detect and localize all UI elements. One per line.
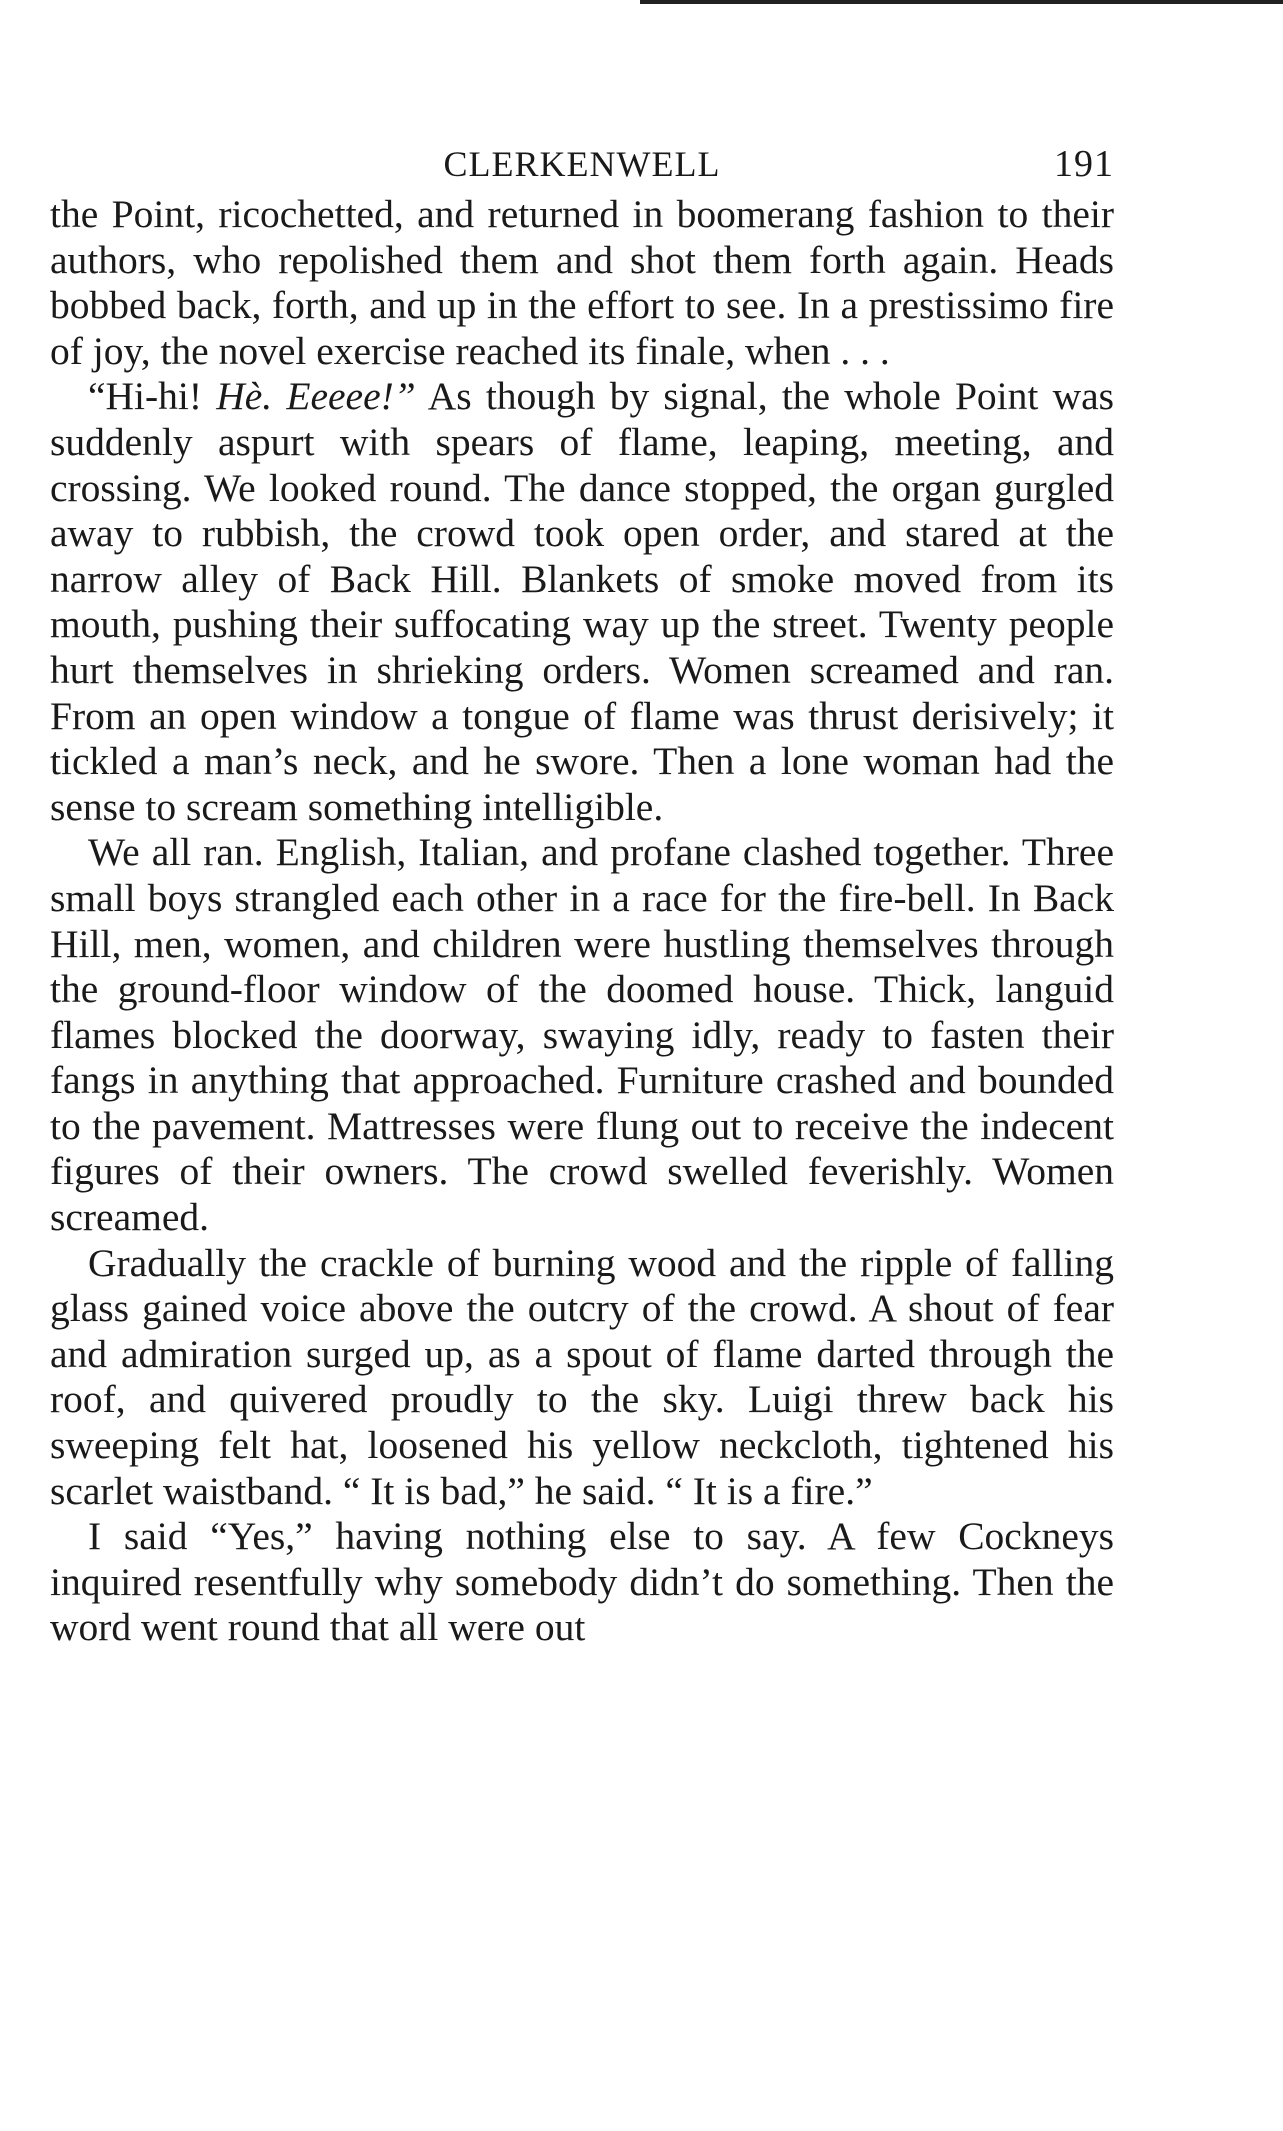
book-page <box>50 138 1114 1651</box>
scan-edge-rule <box>640 0 1283 4</box>
paragraph-2-rest: As though by signal, the whole Point was suddenly aspurt with spears of flame, leaping, meeting, and crossing. We looked round. The dance stopped, the organ gurgled away to rubbish, the crowd took open order, and stared at the narrow alley of Back Hill. Blankets of smoke moved from its mouth, pushing their suffocating way up the street. Twenty people hurt themselves in shrieking orders. Women screamed and ran. From an open window a tongue of flame was thrust derisively; it tickled a man’s neck, and he swore. Then a lone woman had the sense to scream something intelligible. <box>50 374 1114 829</box>
paragraph-3-text: We all ran. English, Italian, and profane clashed together. Three small boys strangled each other in a race for the fire-bell. In Back Hill, men, women, and children were hustling themselves through the ground-floor window of the doomed house. Thick, languid flames blocked the doorway, swaying idly, ready to fasten their fangs in anything that approached. Furniture crashed and bounded to the pavement. Mattresses were flung out to receive the indecent figures of their owners. The crowd swelled feverishly. Women screamed. <box>50 830 1114 1240</box>
running-title: CLERKENWELL <box>443 144 721 184</box>
running-head <box>50 138 1114 190</box>
paragraph-3 <box>50 830 1114 1240</box>
paragraph-1-text: the Point, ricochetted, and returned in boomerang fashion to their authors, who repolished them and shot them forth again. Heads bobbed back, forth, and up in the effort to see. In a prestissimo fire of joy, the novel exercise reached its finale, when . . . <box>50 192 1114 373</box>
paragraph-4 <box>50 1241 1114 1515</box>
paragraph-5-text: I said “Yes,” having nothing else to say. A few Cockneys inquired resentfully why somebody didn’t do something. Then the word went round that all were out <box>50 1514 1114 1650</box>
paragraph-5 <box>50 1514 1114 1651</box>
body-text <box>50 192 1114 1651</box>
page-number: 191 <box>1054 143 1114 185</box>
paragraph-1 <box>50 192 1114 374</box>
paragraph-4-text: Gradually the crackle of burning wood and the ripple of falling glass gained voice above the outcry of the crowd. A shout of fear and admiration surged up, as a spout of flame darted through the roof, and quivered proudly to the sky. Luigi threw back his sweeping felt hat, loosened his yellow neckcloth, tightened his scarlet waistband. “ It is bad,” he said. “ It is a fire.” <box>50 1240 1114 1513</box>
paragraph-2-lead: “Hi-hi! <box>88 374 217 419</box>
paragraph-2-italic: Hè. Eeeee!” <box>216 374 416 419</box>
paragraph-2 <box>50 374 1114 830</box>
